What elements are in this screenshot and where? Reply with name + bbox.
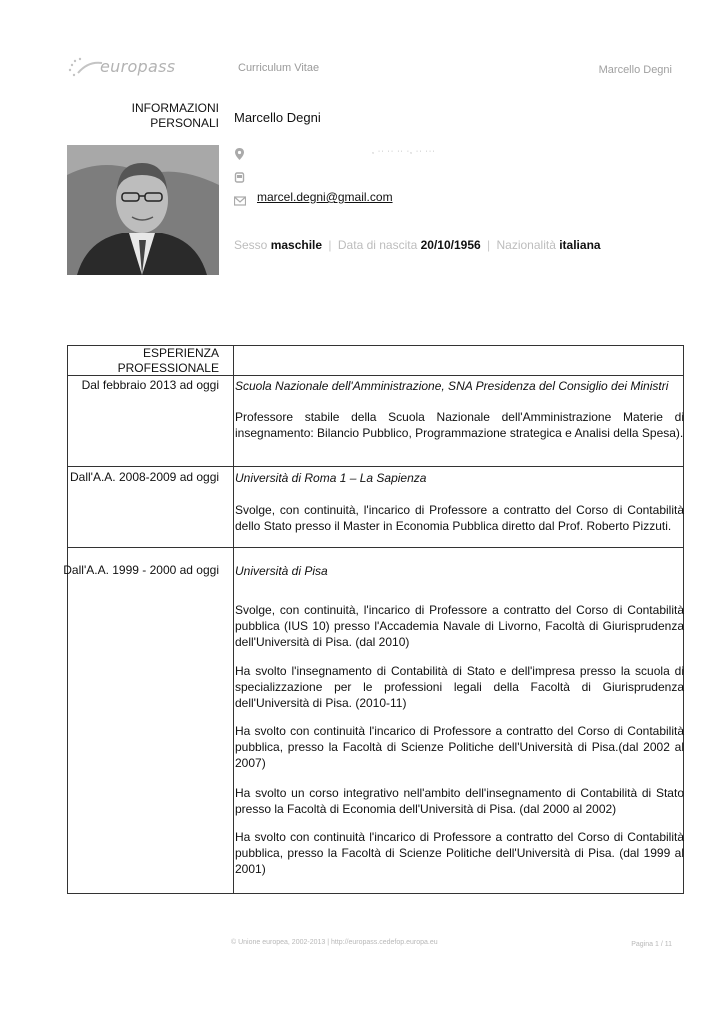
experience-organization: Università di Pisa [235, 564, 328, 578]
nationality-value: italiana [559, 238, 601, 252]
experience-organization: Università di Roma 1 – La Sapienza [235, 471, 427, 485]
sex-label: Sesso [234, 238, 268, 252]
footer-copyright: © Unione europea, 2002-2013 | http://europass.cedefop.europa.eu [231, 939, 438, 946]
address-text: , ·· ·· ·· ·, ·· ··· [372, 148, 436, 155]
experience-description: Ha svolto un corso integrativo nell'ambito dell'insegnamento di Contabilità di Stato presso la Facoltà di Economia dell'Università di Pisa. (dal 2000 al 2002) [235, 786, 684, 816]
experience-label-line2: PROFESSIONALE [117, 361, 219, 375]
email-icon [234, 193, 245, 204]
profile-photo [67, 145, 219, 275]
location-pin-icon [234, 147, 245, 158]
birth-date-value: 20/10/1956 [420, 238, 481, 252]
experience-period: Dal febbraio 2013 ad oggi [81, 378, 219, 392]
personal-info-section-label [132, 101, 219, 131]
email-link[interactable]: marcel.degni@gmail.com [257, 190, 393, 204]
separator: | [328, 238, 332, 252]
experience-period: Dall'A.A. 1999 - 2000 ad oggi [63, 563, 219, 577]
document-title: Curriculum Vitae [238, 62, 320, 74]
experience-description: Professore stabile della Scuola Nazionale dell'Amministrazione Materie di insegnamento: Bilancio Pubblico, Programmazione strategica e Analisi della Spesa). [235, 410, 684, 440]
experience-section-label [118, 346, 219, 376]
table-column-divider [233, 345, 234, 894]
person-name: Marcello Degni [234, 110, 321, 125]
experience-label-line1: ESPERIENZA [142, 346, 219, 360]
sex-value: maschile [270, 238, 323, 252]
logo-text: europass [100, 57, 176, 76]
separator: | [487, 238, 491, 252]
nationality-label: Nazionalità [496, 238, 556, 252]
table-row-divider [67, 466, 684, 467]
experience-description: Svolge, con continuità, l'incarico di Professore a contratto del Corso di Contabilità dello Stato presso il Master in Economia Pubblica diretto dal Prof. Roberto Pizzuti. [235, 503, 684, 533]
personal-info-label-line1: INFORMAZIONI [131, 101, 219, 115]
birth-date-label: Data di nascita [337, 238, 418, 252]
experience-description: Ha svolto l'insegnamento di Contabilità di Stato e dell'impresa presso la scuola di specializzazione per le professioni legali della Facoltà di Giurisprudenza dell'Università di Pisa. (2010-11) [235, 664, 684, 710]
experience-organization: Scuola Nazionale dell'Amministrazione, SNA Presidenza del Consiglio dei Ministri [235, 379, 669, 393]
experience-description: Ha svolto con continuità l'incarico di Professore a contratto del Corso di Contabilità pubblica, presso la Facoltà di Scienze Politiche dell'Università di Pisa. (dal 1999 al 2001) [235, 830, 684, 876]
personal-info-label-line2: PERSONALI [150, 116, 219, 130]
personal-facts-line [234, 238, 601, 252]
header-owner-name: Marcello Degni [598, 64, 672, 76]
footer-page-number: Pagina 1 / 11 [631, 941, 672, 948]
table-row-divider [67, 547, 684, 548]
experience-description: Svolge, con continuità, l'incarico di Professore a contratto del Corso di Contabilità pubblica (IUS 10) presso l'Accademia Navale di Livorno, Facoltà di Giurisprudenza dell'Università di Pisa. (dal 2010) [235, 603, 684, 649]
europass-logo [66, 55, 176, 83]
experience-period: Dall'A.A. 2008-2009 ad oggi [70, 470, 220, 484]
experience-description: Ha svolto con continuità l'incarico di Professore a contratto del Corso di Contabilità pubblica, presso la Facoltà di Scienze Politiche dell'Università di Pisa.(dal 2002 al 2007) [235, 724, 684, 770]
mobile-phone-icon [234, 170, 245, 181]
